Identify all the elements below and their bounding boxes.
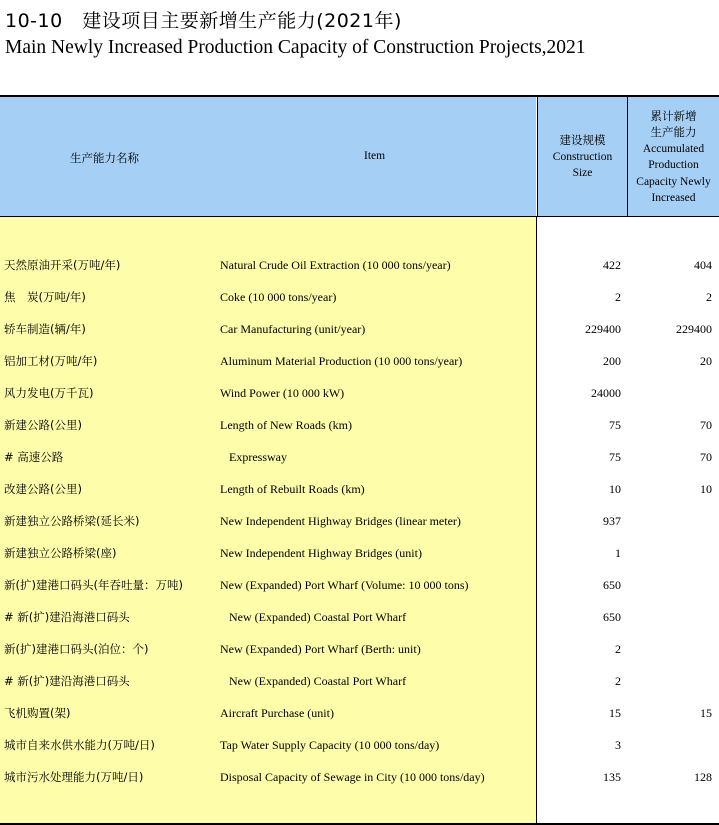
row-accumulated: 15 <box>700 706 712 720</box>
row-item-en: New (Expanded) Port Wharf (Berth: unit) <box>220 642 421 656</box>
row-item-cn: 城市污水处理能力(万吨/日) <box>4 770 144 784</box>
table-row <box>0 729 719 761</box>
table-row <box>0 345 719 377</box>
table-title-cn: 10-10 建设项目主要新增生产能力(2021年) <box>5 10 402 32</box>
row-size: 10 <box>609 482 621 496</box>
header-acc-en: Accumulated Production Capacity Newly Increased <box>636 142 711 204</box>
header-item-en: Item <box>364 150 386 162</box>
row-item-cn: # 新(扩)建沿海港口码头 <box>4 674 130 688</box>
row-accumulated: 70 <box>700 450 712 464</box>
row-item-en: Length of Rebuilt Roads (km) <box>220 482 365 496</box>
header-acc-cn: 累计新增生产能力 <box>650 108 697 139</box>
row-accumulated: 2 <box>706 290 712 304</box>
row-item-cn: 新建独立公路桥梁(座) <box>4 546 117 560</box>
table-row <box>0 601 719 633</box>
table-row <box>0 377 719 409</box>
table-row <box>0 313 719 345</box>
table-row <box>0 569 719 601</box>
row-accumulated: 404 <box>694 258 712 272</box>
row-size: 937 <box>603 514 621 528</box>
row-accumulated: 70 <box>700 418 712 432</box>
table-row <box>0 281 719 313</box>
row-size: 75 <box>609 450 621 464</box>
row-item-en: New (Expanded) Coastal Port Wharf <box>229 610 407 624</box>
row-item-cn: 新(扩)建港口码头(泊位：个) <box>4 642 149 656</box>
row-item-en: New Independent Highway Bridges (linear meter) <box>220 514 461 528</box>
row-size: 15 <box>609 706 621 720</box>
row-size: 75 <box>609 418 621 432</box>
row-item-en: Natural Crude Oil Extraction (10 000 tons/year) <box>220 258 451 272</box>
row-item-en: Disposal Capacity of Sewage in City (10 000 tons/day) <box>220 770 485 784</box>
row-item-cn: 飞机购置(架) <box>4 706 71 720</box>
row-item-cn: 天然原油开采(万吨/年) <box>4 258 121 272</box>
row-item-cn: # 新(扩)建沿海港口码头 <box>4 610 130 624</box>
row-item-en: Aluminum Material Production (10 000 tons/year) <box>220 354 463 368</box>
row-item-en: Tap Water Supply Capacity (10 000 tons/day) <box>220 738 440 752</box>
table-row <box>0 697 719 729</box>
row-item-cn: 新建独立公路桥梁(延长米) <box>4 514 140 528</box>
header-accumulated <box>627 97 719 217</box>
row-item-cn: 风力发电(万千瓦) <box>4 386 94 400</box>
header-size-cn: 建设规模 <box>559 133 606 148</box>
row-item-cn: 改建公路(公里) <box>4 482 82 496</box>
table-row <box>0 505 719 537</box>
row-item-en: New (Expanded) Port Wharf (Volume: 10 000 tons) <box>220 578 469 592</box>
row-accumulated: 229400 <box>676 322 712 336</box>
row-item-en: Wind Power (10 000 kW) <box>220 386 345 400</box>
row-item-cn: 铝加工材(万吨/年) <box>4 354 98 368</box>
table-row <box>0 409 719 441</box>
header-size-en: Construction Size <box>552 150 613 180</box>
row-accumulated: 10 <box>700 482 712 496</box>
table-row <box>0 665 719 697</box>
header-construction-size <box>537 97 627 217</box>
row-size: 650 <box>603 578 621 592</box>
row-size: 135 <box>603 770 621 784</box>
table-title-en: Main Newly Increased Production Capacity of Construction Projects,2021 <box>5 37 586 58</box>
row-item-cn: # 高速公路 <box>4 450 64 464</box>
row-size: 2 <box>615 642 621 656</box>
row-item-cn: 轿车制造(辆/年) <box>4 322 86 336</box>
row-size: 200 <box>603 354 621 368</box>
row-size: 1 <box>615 546 621 560</box>
row-item-en: Length of New Roads (km) <box>220 418 352 432</box>
row-size: 229400 <box>585 322 621 336</box>
row-item-cn: 新(扩)建港口码头(年吞吐量：万吨) <box>4 578 183 592</box>
row-size: 2 <box>615 290 621 304</box>
row-size: 24000 <box>591 386 621 400</box>
table-row <box>0 537 719 569</box>
row-item-en: Coke (10 000 tons/year) <box>220 290 337 304</box>
row-item-en: New (Expanded) Coastal Port Wharf <box>229 674 407 688</box>
row-size: 3 <box>615 738 621 752</box>
header-item-cn: 生产能力名称 <box>70 151 139 165</box>
row-size: 650 <box>603 610 621 624</box>
table-row <box>0 473 719 505</box>
row-accumulated: 128 <box>694 770 712 784</box>
row-item-en: Car Manufacturing (unit/year) <box>220 322 366 336</box>
row-item-cn: 城市自来水供水能力(万吨/日) <box>4 738 155 752</box>
row-size: 422 <box>603 258 621 272</box>
table-row <box>0 633 719 665</box>
table-row <box>0 249 719 281</box>
table-row <box>0 441 719 473</box>
row-accumulated: 20 <box>700 354 712 368</box>
row-item-en: New Independent Highway Bridges (unit) <box>220 546 422 560</box>
table-row <box>0 761 719 793</box>
row-item-en: Aircraft Purchase (unit) <box>220 706 334 720</box>
row-item-en: Expressway <box>229 450 287 464</box>
row-item-cn: 新建公路(公里) <box>4 418 82 432</box>
row-size: 2 <box>615 674 621 688</box>
row-item-cn: 焦 炭(万吨/年) <box>4 290 86 304</box>
